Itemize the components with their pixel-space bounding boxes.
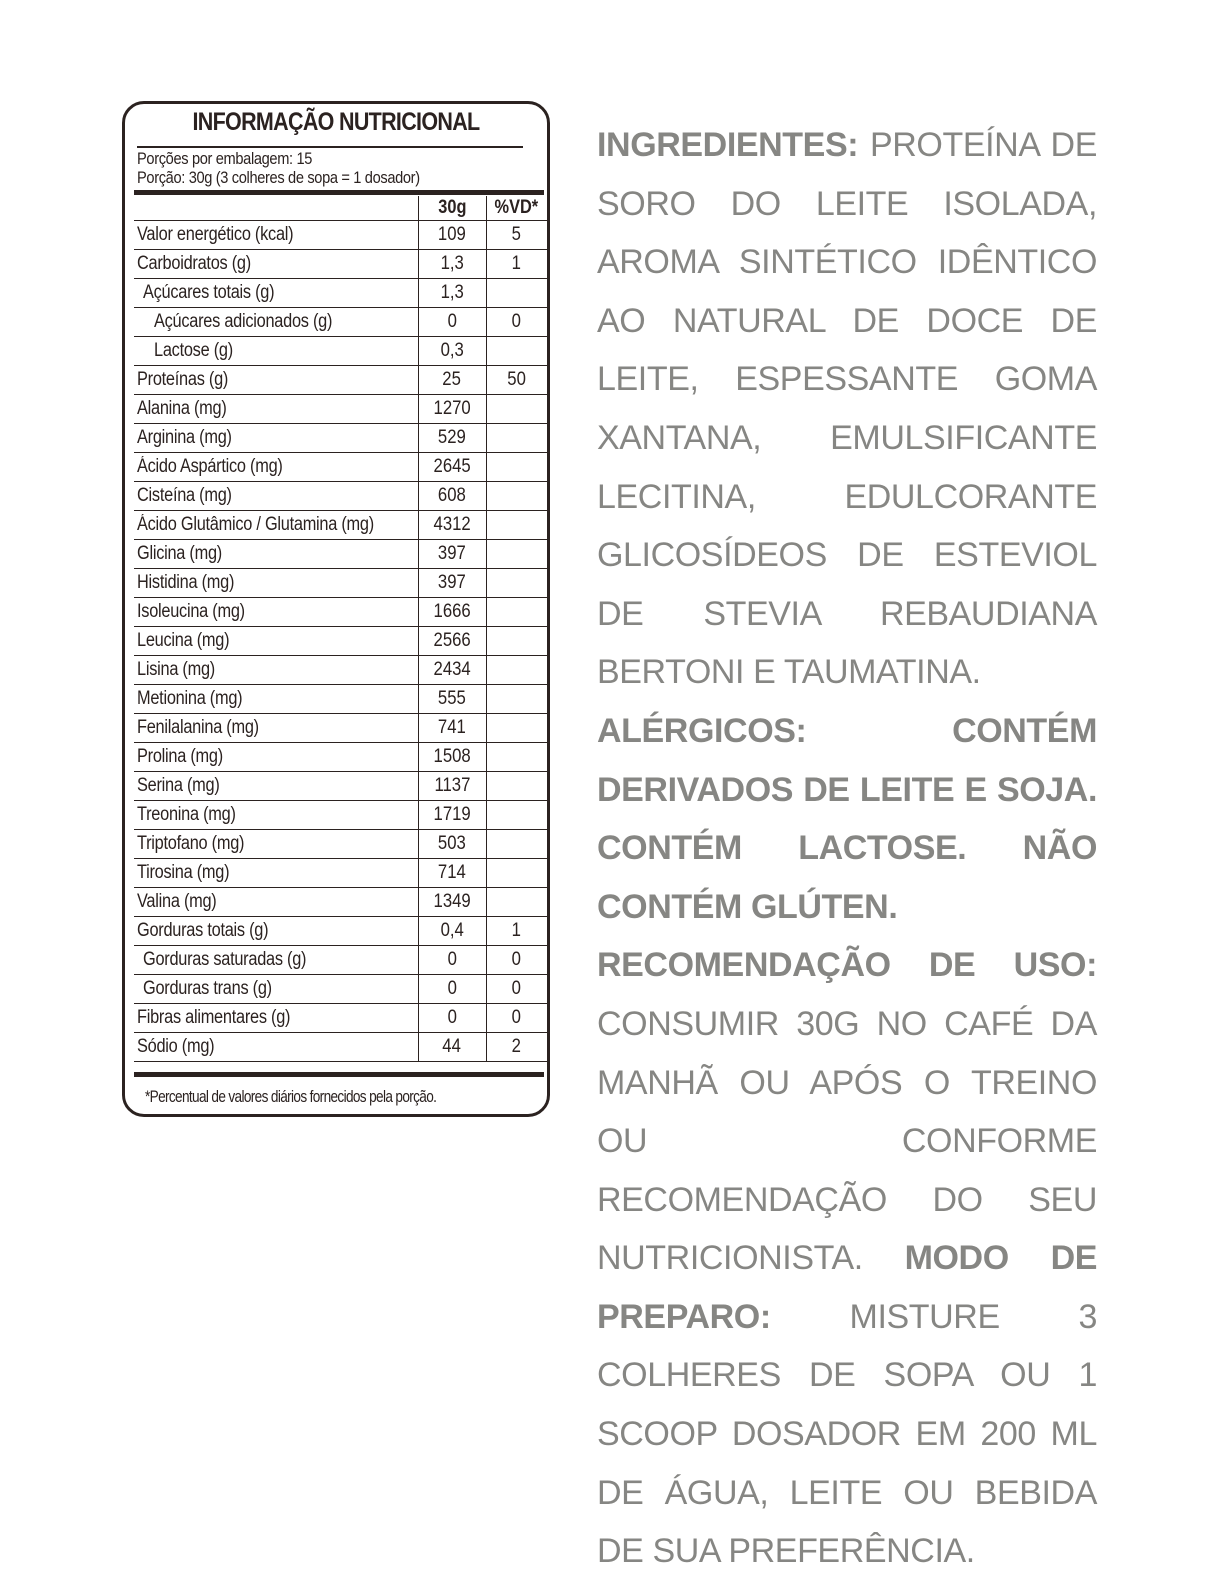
table-row [134,250,547,279]
nutrient-amount: 1270 [418,395,486,424]
nutrient-daily-value [486,598,547,627]
table-row [134,1004,547,1033]
nutrient-amount: 25 [418,366,486,395]
nutrient-amount: 0 [418,975,486,1004]
nutrient-daily-value [486,337,547,366]
table-row [134,511,547,540]
table-row [134,714,547,743]
title-divider [137,146,523,148]
nutrient-daily-value [486,482,547,511]
nutrient-daily-value [486,279,547,308]
table-row [134,946,547,975]
ingredients-label: INGREDIENTES: [597,126,859,164]
nutrient-daily-value [486,511,547,540]
nutrient-daily-value [486,685,547,714]
nutrient-name: Sódio (mg) [134,1033,418,1062]
nutrient-name: Glicina (mg) [134,540,418,569]
table-row [134,482,547,511]
nutrient-amount: 1719 [418,801,486,830]
allergens-paragraph [597,702,1097,936]
nutrient-name: Valina (mg) [134,888,418,917]
header-amount: 30g [418,196,486,221]
nutrient-name: Ácido Aspártico (mg) [134,453,418,482]
table-row [134,337,547,366]
nutrient-amount: 397 [418,569,486,598]
nutrient-amount: 0,3 [418,337,486,366]
nutrient-daily-value: 0 [486,308,547,337]
nutrient-daily-value [486,395,547,424]
nutrient-name: Valor energético (kcal) [134,221,418,250]
nutrient-name: Gorduras saturadas (g) [134,946,418,975]
prep-label: MODO DE PREPARO: [597,1239,1097,1336]
nutrient-daily-value [486,569,547,598]
table-row [134,743,547,772]
nutrient-amount: 109 [418,221,486,250]
nutrient-name: Triptofano (mg) [134,830,418,859]
nutrient-name: Leucina (mg) [134,627,418,656]
nutrient-daily-value [486,801,547,830]
nutrient-amount: 0,4 [418,917,486,946]
table-row [134,308,547,337]
header-daily-value: %VD* [486,196,547,221]
nutrient-amount: 503 [418,830,486,859]
servings-per-package: Porções por embalagem: 15 [137,149,313,168]
nutrient-daily-value [486,540,547,569]
nutrition-title: INFORMAÇÃO NUTRICIONAL [192,108,480,136]
nutrient-amount: 2566 [418,627,486,656]
nutrient-amount: 555 [418,685,486,714]
ingredients-paragraph [597,116,1097,702]
nutrient-daily-value: 2 [486,1033,547,1062]
nutrient-name: Lactose (g) [134,337,418,366]
nutrient-daily-value [486,743,547,772]
usage-text: CONSUMIR 30G NO CAFÉ DA MANHÃ OU APÓS O TREINO OU CONFORME RECOMENDAÇÃO DO SEU NUTRICIONISTA. [597,1004,1097,1278]
nutrient-name: Carboidratos (g) [134,250,418,279]
nutrient-daily-value: 0 [486,946,547,975]
nutrient-name: Serina (mg) [134,772,418,801]
table-row [134,1033,547,1062]
nutrient-daily-value: 1 [486,917,547,946]
table-row [134,859,547,888]
nutrient-daily-value: 50 [486,366,547,395]
nutrient-amount: 1137 [418,772,486,801]
nutrient-amount: 608 [418,482,486,511]
nutrient-daily-value [486,888,547,917]
nutrient-daily-value [486,424,547,453]
nutrient-name: Gorduras totais (g) [134,917,418,946]
nutrient-name: Gorduras trans (g) [134,975,418,1004]
ingredients-text: PROTEÍNA DE SORO DO LEITE ISOLADA, AROMA SINTÉTICO IDÊNTICO AO NATURAL DE DOCE DE LEITE, ESPESSANTE GOMA XANTANA, EMULSIFICANTE LECITINA, EDULCORANTE GLICOSÍDEOS DE ESTEVIOL DE STEVIA REBAUDIANA BERTONI E TAUMATINA. [597,126,1097,692]
serving-size: Porção: 30g (3 colheres de sopa = 1 dosador) [137,168,420,187]
nutrient-amount: 0 [418,308,486,337]
allergens-text: ALÉRGICOS: CONTÉM DERIVADOS DE LEITE E SOJA. CONTÉM LACTOSE. NÃO CONTÉM GLÚTEN. [597,711,1097,926]
nutrient-daily-value [486,656,547,685]
table-row [134,627,547,656]
product-info-text [597,116,1097,1581]
table-header-row [134,196,547,221]
table-row [134,366,547,395]
header-thick-divider [134,190,544,195]
table-row [134,917,547,946]
nutrient-amount: 1,3 [418,279,486,308]
nutrient-amount: 0 [418,946,486,975]
nutrition-facts-panel [122,101,550,1117]
nutrient-daily-value: 5 [486,221,547,250]
footer-thick-divider [134,1072,544,1077]
nutrient-name: Fenilalanina (mg) [134,714,418,743]
nutrient-amount: 1,3 [418,250,486,279]
table-row [134,685,547,714]
table-row [134,424,547,453]
table-row [134,540,547,569]
nutrient-name: Treonina (mg) [134,801,418,830]
nutrient-daily-value: 0 [486,1004,547,1033]
table-row [134,221,547,250]
nutrient-name: Fibras alimentares (g) [134,1004,418,1033]
nutrient-name: Proteínas (g) [134,366,418,395]
nutrient-name: Ácido Glutâmico / Glutamina (mg) [134,511,418,540]
nutrient-name: Açúcares adicionados (g) [134,308,418,337]
table-row [134,453,547,482]
nutrient-amount: 4312 [418,511,486,540]
nutrient-daily-value: 0 [486,975,547,1004]
nutrient-amount: 2434 [418,656,486,685]
table-row [134,888,547,917]
nutrient-amount: 397 [418,540,486,569]
nutrient-amount: 741 [418,714,486,743]
nutrient-amount: 44 [418,1033,486,1062]
nutrient-name: Cisteína (mg) [134,482,418,511]
table-row [134,772,547,801]
nutrient-daily-value [486,627,547,656]
nutrient-daily-value: 1 [486,250,547,279]
table-row [134,801,547,830]
nutrient-amount: 1666 [418,598,486,627]
nutrient-amount: 1349 [418,888,486,917]
prep-text: MISTURE 3 COLHERES DE SOPA OU 1 SCOOP DOSADOR EM 200 ML DE ÁGUA, LEITE OU BEBIDA DE SUA PREFERÊNCIA. [597,1297,1097,1571]
nutrient-name: Prolina (mg) [134,743,418,772]
nutrient-name: Arginina (mg) [134,424,418,453]
nutrient-daily-value [486,859,547,888]
header-nutrient [134,196,418,221]
table-row [134,598,547,627]
nutrient-name: Isoleucina (mg) [134,598,418,627]
nutrient-daily-value [486,772,547,801]
nutrient-daily-value [486,714,547,743]
table-row [134,569,547,598]
footnote: *Percentual de valores diários fornecidos pela porção. [145,1087,437,1106]
table-row [134,279,547,308]
nutrient-daily-value [486,453,547,482]
nutrient-name: Metionina (mg) [134,685,418,714]
usage-label: RECOMENDAÇÃO DE USO: [597,946,1097,985]
nutrient-amount: 714 [418,859,486,888]
usage-paragraph [597,936,1097,1581]
table-row [134,656,547,685]
table-row [134,830,547,859]
nutrient-amount: 0 [418,1004,486,1033]
table-row [134,975,547,1004]
nutrient-amount: 1508 [418,743,486,772]
nutrient-amount: 2645 [418,453,486,482]
nutrient-name: Açúcares totais (g) [134,279,418,308]
nutrient-name: Alanina (mg) [134,395,418,424]
table-row [134,395,547,424]
nutrition-table [134,196,547,1062]
nutrient-amount: 529 [418,424,486,453]
nutrient-name: Histidina (mg) [134,569,418,598]
nutrient-daily-value [486,830,547,859]
nutrient-name: Lisina (mg) [134,656,418,685]
nutrient-name: Tirosina (mg) [134,859,418,888]
